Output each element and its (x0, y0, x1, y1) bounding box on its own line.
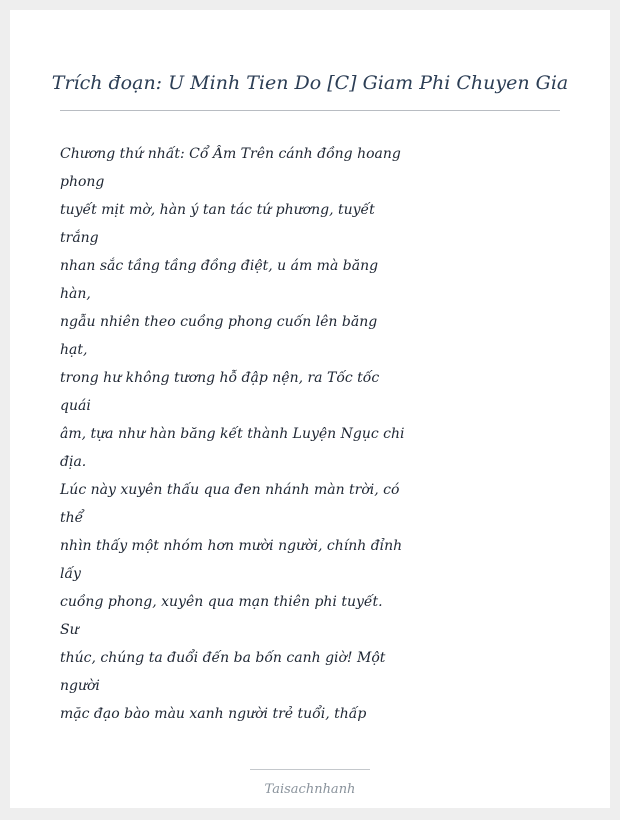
text-line: Chương thứ nhất: Cổ Âm Trên cánh đồng hoang (60, 146, 401, 162)
text-line: địa. (60, 454, 87, 470)
text-line: cuồng phong, xuyên qua mạn thiên phi tuyết. (60, 594, 383, 610)
text-line: người (60, 678, 100, 694)
title-divider (60, 110, 560, 111)
document-title: Trích đoạn: U Minh Tien Do [C] Giam Phi Chuyen Gia (51, 72, 569, 94)
text-line: phong (60, 174, 105, 190)
text-line: trắng (60, 230, 99, 246)
text-line: Sư (60, 622, 79, 638)
text-line: nhìn thấy một nhóm hơn mười người, chính đỉnh (60, 538, 403, 554)
text-line: thể (60, 510, 84, 526)
text-line: lấy (60, 566, 81, 582)
footer-divider (250, 769, 370, 770)
text-line: thúc, chúng ta đuổi đến ba bốn canh giờ! Một (60, 650, 386, 666)
text-line: Lúc này xuyên thấu qua đen nhánh màn trời, có (60, 482, 400, 498)
text-line: hàn, (60, 286, 91, 302)
text-line: ngẫu nhiên theo cuồng phong cuốn lên băng (60, 314, 378, 330)
text-line: tuyết mịt mờ, hàn ý tan tác tứ phương, tuyết (60, 202, 375, 218)
text-line: mặc đạo bào màu xanh người trẻ tuổi, thấp (60, 706, 367, 722)
site-footer-credit: Taisachnhanh (264, 782, 356, 797)
document-page (10, 10, 610, 808)
text-line: âm, tựa như hàn băng kết thành Luyện Ngục chi (60, 426, 405, 442)
excerpt-body (60, 140, 405, 728)
text-line: hạt, (60, 342, 88, 358)
text-line: trong hư không tương hỗ đập nện, ra Tốc tốc (60, 370, 380, 386)
text-line: quái (60, 398, 91, 414)
text-line: nhan sắc tầng tầng đồng điệt, u ám mà băng (60, 258, 379, 274)
